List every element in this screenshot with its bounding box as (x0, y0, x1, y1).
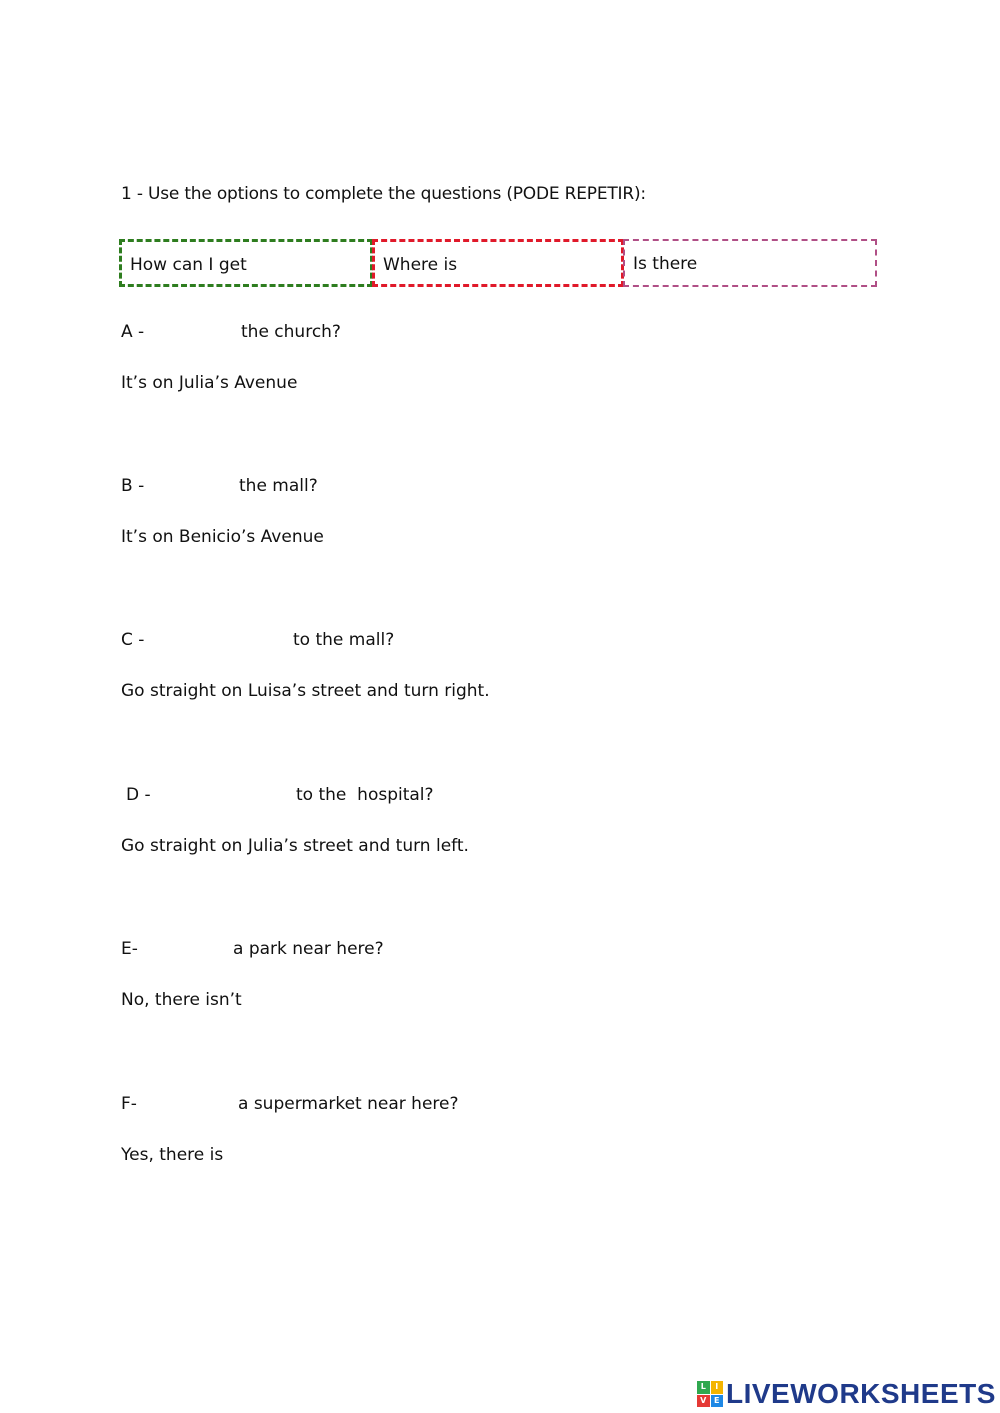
answer-e: No, there isn’t (121, 990, 242, 1010)
question-e-text: a park near here? (233, 939, 384, 959)
question-b-text: the mall? (239, 476, 318, 496)
logo-mark-icon (697, 1381, 723, 1407)
option-label: Where is (383, 255, 458, 275)
exercise-instruction: 1 - Use the options to complete the questions (PODE REPETIR): (121, 184, 646, 204)
option-label: How can I get (130, 255, 247, 275)
option-where-is (372, 239, 624, 287)
question-d-letter: D - (126, 785, 151, 805)
answer-b: It’s on Benicio’s Avenue (121, 527, 324, 547)
answer-c: Go straight on Luisa’s street and turn right. (121, 681, 490, 701)
question-a-letter: A - (121, 322, 145, 342)
question-e-letter: E- (121, 939, 138, 959)
question-b-letter: B - (121, 476, 145, 496)
liveworksheets-logo (697, 1380, 996, 1408)
question-d-text: to the hospital? (296, 785, 434, 805)
logo-mark-v: V (697, 1395, 710, 1408)
answer-a: It’s on Julia’s Avenue (121, 373, 298, 393)
question-f-text: a supermarket near here? (238, 1094, 459, 1114)
question-d-blank[interactable] (156, 784, 290, 806)
logo-mark-i: I (711, 1381, 724, 1394)
question-f-letter: F- (121, 1094, 137, 1114)
question-c-blank[interactable] (150, 629, 288, 651)
option-how-can-i-get (119, 239, 373, 287)
option-label: Is there (633, 254, 698, 274)
answer-d: Go straight on Julia’s street and turn left. (121, 836, 469, 856)
question-c-letter: C - (121, 630, 145, 650)
option-is-there (623, 239, 877, 287)
question-a-text: the church? (241, 322, 341, 342)
question-a-blank[interactable] (150, 321, 236, 343)
logo-mark-l: L (697, 1381, 710, 1394)
logo-text: LIVEWORKSHEETS (726, 1378, 996, 1409)
question-c-text: to the mall? (293, 630, 395, 650)
question-f-blank[interactable] (145, 1093, 233, 1115)
logo-mark-e: E (711, 1395, 724, 1408)
answer-f: Yes, there is (121, 1145, 224, 1165)
question-e-blank[interactable] (145, 938, 227, 960)
question-b-blank[interactable] (150, 475, 234, 497)
